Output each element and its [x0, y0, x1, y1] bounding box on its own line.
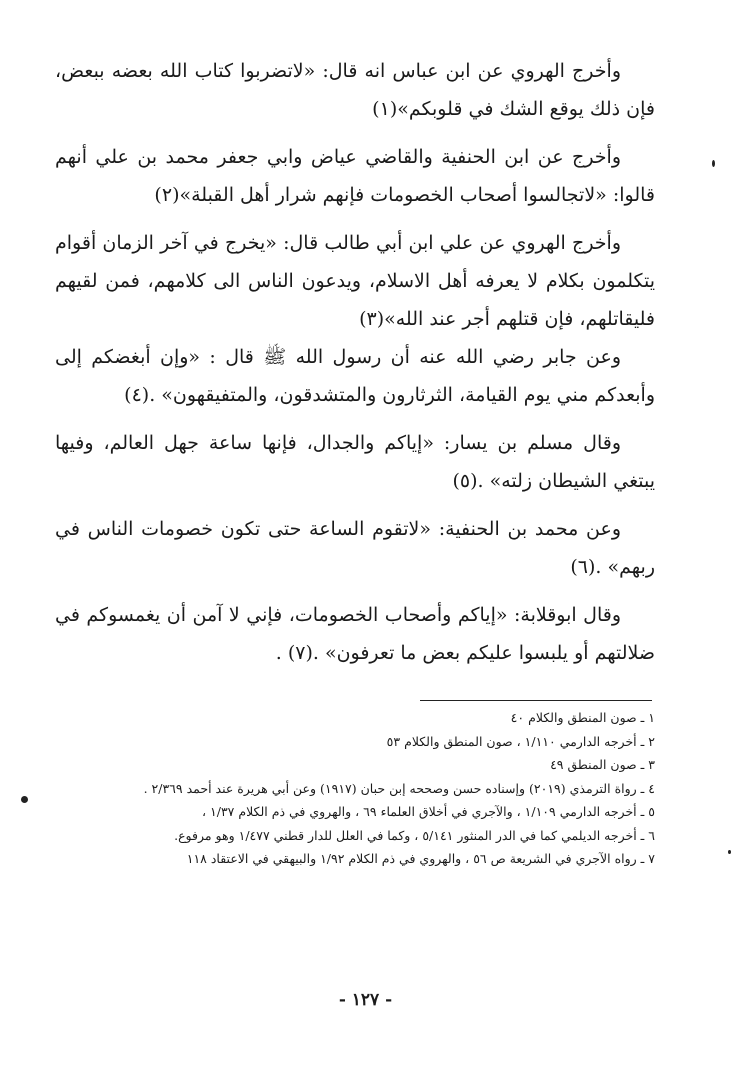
page-number: - ١٢٧ -	[338, 990, 393, 1010]
paragraph: وقال ابوقلابة: «إياكم وأصحاب الخصومات، فإني لا آمن أن يغمسوكم في ضلالتهم أو يلبسوا عليكم بعض ما تعرفون» .(٧) .	[55, 604, 655, 664]
paragraph: وأخرج الهروي عن علي ابن أبي طالب قال: «يخرج في آخر الزمان أقوام يتكلمون بكلام لا يعرفه أهل الاسلام، ويدعون الناس الى كلامهم، فمن لقيهم فليقاتلهم، فإن قتلهم أجر عند الله»(٣)	[55, 232, 655, 330]
main-text	[55, 52, 655, 672]
footnote: ٣ ـ صون المنطق ٤٩	[550, 757, 655, 772]
footnote: ٢ ـ أخرجه الدارمي ١/١١٠ ، صون المنطق والكلام ٥٣	[386, 733, 655, 749]
paragraph: وأخرج عن ابن الحنفية والقاضي عياض وابي جعفر محمد بن علي أنهم قالوا: «لاتجالسوا أصحاب الخصومات فإنهم شرار أهل القبلة»(٢)	[55, 146, 655, 206]
footnote: ١ ـ صون المنطق والكلام ٤٠	[510, 710, 655, 725]
footnote: ٤ ـ رواة الترمذي (٢٠١٩) وإسناده حسن وصححه إبن حبان (١٩١٧) وعن أبي هريرة عند أحمد ٢/٣٦٩ .	[143, 780, 655, 796]
paragraph: وقال مسلم بن يسار: «إياكم والجدال، فإنها ساعة جهل العالم، وفيها يبتغي الشيطان زلته» .(٥)	[55, 432, 655, 492]
paragraph: وعن جابر رضي الله عنه أن رسول الله ﷺ قال : «وإن أبغضكم إلى وأبعدكم مني يوم القيامة، الثرثارون والمتشدقون، والمتفيقهون» .(٤)	[55, 346, 655, 406]
footnote-separator	[420, 700, 652, 701]
footnote: ٦ ـ أخرجه الديلمي كما في الدر المنثور ٥/١٤١ ، وكما في العلل للدار قطني ١/٤٧٧ وهو مرفوع.	[174, 827, 655, 843]
ink-speck	[712, 160, 715, 167]
ink-speck	[21, 796, 28, 803]
footnotes-list	[55, 706, 655, 871]
paragraph: وعن محمد بن الحنفية: «لاتقوم الساعة حتى تكون خصومات الناس في ربهم» .(٦)	[55, 518, 655, 578]
footnote: ٥ ـ أخرجه الدارمي ١/١٠٩ ، والآجري في أخلاق العلماء ٦٩ ، والهروي في ذم الكلام ١/٣٧ ،	[202, 804, 655, 819]
footnote: ٧ ـ رواه الآجري في الشريعة ص ٥٦ ، والهروي في ذم الكلام ١/٩٢ والبيهقي في الاعتقاد ١١٨	[186, 851, 655, 866]
paragraph: وأخرج الهروي عن ابن عباس انه قال: «لاتضربوا كتاب الله بعضه ببعض، فإن ذلك يوقع الشك في قلوبكم»(١)	[55, 60, 655, 120]
